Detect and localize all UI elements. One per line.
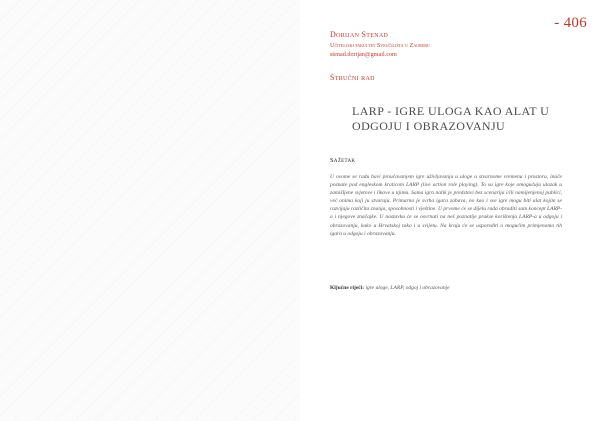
author-name: Dorijan Stenad <box>330 30 389 39</box>
author-affiliation: Učiteljski fakultet Sveučilišta u Zagrebu <box>330 42 430 49</box>
author-block <box>330 30 430 58</box>
keywords <box>330 285 570 291</box>
paper-title: LARP - IGRE ULOGA KAO ALAT U ODGOJU I OBRAZOVANJU <box>352 104 550 133</box>
author-email: stenad.dorijan@gmail.com <box>330 51 397 58</box>
keywords-label: Ključne riječi: <box>330 285 365 291</box>
right-page <box>300 0 600 421</box>
page-number: - 406 <box>554 15 587 31</box>
keywords-text: igre uloge, LARP, odgoj i obrazovanje <box>364 285 450 291</box>
paper-type: Stručni rad <box>330 73 375 82</box>
abstract-body: U ovome se radu bavi proučavanjem igre uživljavanja u uloge u stvarnome vremenu i prostoru, inače poznate pod engleskom kraticom LARP (live action role playing). To su igre koje omogućuju ulazak u zamišljene svjetove i likove u njima. Sama igra nalik je predstavi bez scenarija i/ili namijenjenoj publici, već onima koji ju stvaraju. Primarna je svrha igara zabava, no kao i sve igre mogu biti alat kojim se razvijaju različita znanja, sposobnosti i vještine. U prvome će se dijelu rada obraditi sam koncept LARP-a i njegove značajke. U nastavku će se osvrnuti na neš poznatije prakse korištenja LARP-a u odgoju i obrazovanju, kako u Hrvatskoj tako i u svijetu. Na kraju će se usporediti o mogućim primjenama tih igara u odgoju i obrazovanju. <box>330 174 562 237</box>
abstract-heading: Sažetak <box>330 157 356 164</box>
